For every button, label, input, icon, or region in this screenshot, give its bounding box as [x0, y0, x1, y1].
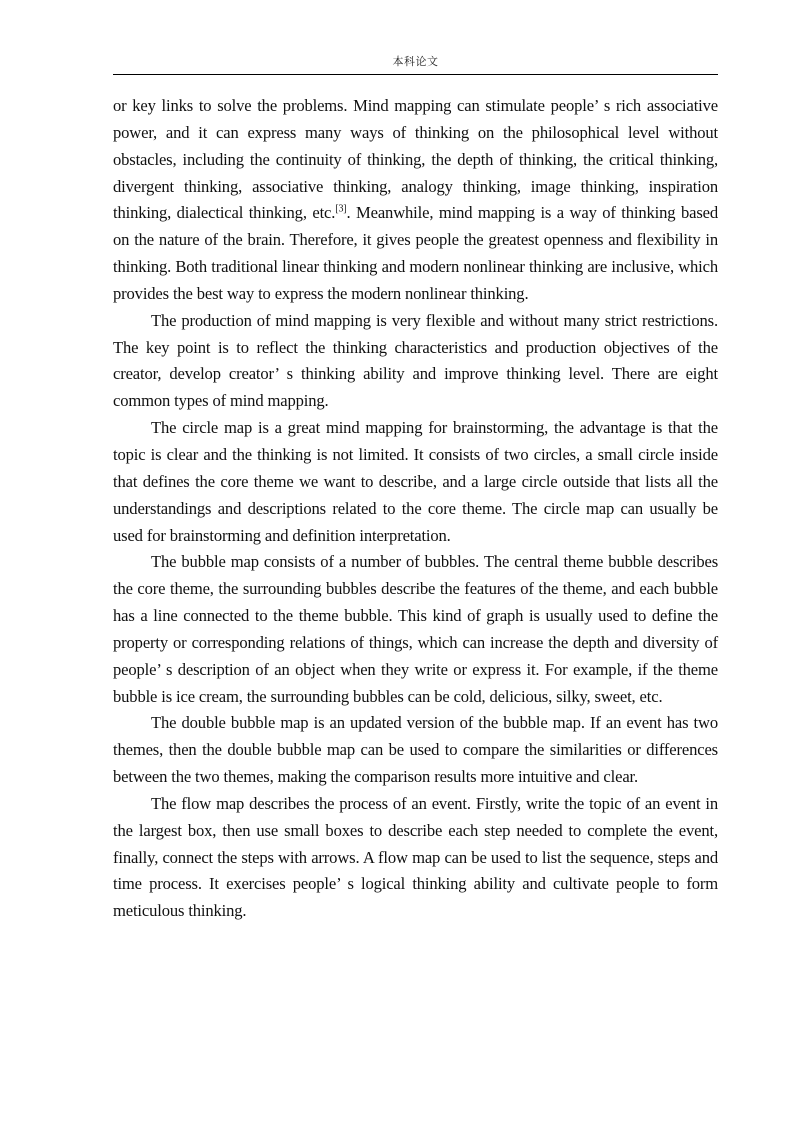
- paragraph-text: or key links to solve the problems. Mind mapping can stimulate people’ s rich associative power, and it can express many ways of thinking on the philosophical level without obstacles, including the continuity of thinking, the depth of thinking, the critical thinking, divergent thinking, associative thinking, analogy thinking, image thinking, inspiration thinking, dialectical thinking, etc.: [113, 96, 718, 223]
- paragraph-double-bubble-map: The double bubble map is an updated version of the bubble map. If an event has two themes, then the double bubble map can be used to compare the similarities or differences between the two themes, making the comparison results more intuitive and clear.: [113, 713, 718, 787]
- citation-ref: [3]: [335, 203, 347, 215]
- paragraph-bubble-map: The bubble map consists of a number of bubbles. The central theme bubble describes the core theme, the surrounding bubbles describe the features of the theme, and each bubble has a line connected to the theme bubble. This kind of graph is usually used to define the property or corresponding relations of things, which can increase the depth and diversity of people’ s description of an object when they write or express it. For example, if the theme bubble is ice cream, the surrounding bubbles can be cold, delicious, silky, sweet, etc.: [113, 552, 718, 706]
- paragraph-continuation: [113, 93, 718, 308]
- page-header: [113, 52, 718, 75]
- header-title: 本科论文: [392, 55, 439, 68]
- paragraph-mind-mapping-production: The production of mind mapping is very flexible and without many strict restrictions. The key point is to reflect the thinking characteristics and production objectives of the creator, develop creator’ s thinking ability and improve thinking level. There are eight common types of mind mapping.: [113, 310, 718, 411]
- paragraph-text: . Meanwhile, mind mapping is a way of thinking based on the nature of the brain. Therefore, it gives people the greatest openness and flexibility in thinking. Both traditional linear thinking and modern nonlinear thinking are inclusive, which provides the best way to express the modern nonlinear thinking.: [113, 203, 718, 303]
- body-text: [113, 93, 718, 925]
- paragraph-flow-map: The flow map describes the process of an event. Firstly, write the topic of an event in the largest box, then use small boxes to describe each step needed to complete the event, finally, connect the steps with arrows. A flow map can be used to list the sequence, steps and time process. It exercises people’ s logical thinking ability and cultivate people to form meticulous thinking.: [113, 793, 718, 921]
- paragraph-circle-map: The circle map is a great mind mapping for brainstorming, the advantage is that the topic is clear and the thinking is not limited. It consists of two circles, a small circle inside that defines the core theme we want to describe, and a large circle outside that lists all the understandings and descriptions related to the core theme. The circle map can usually be used for brainstorming and definition interpretation.: [113, 418, 718, 545]
